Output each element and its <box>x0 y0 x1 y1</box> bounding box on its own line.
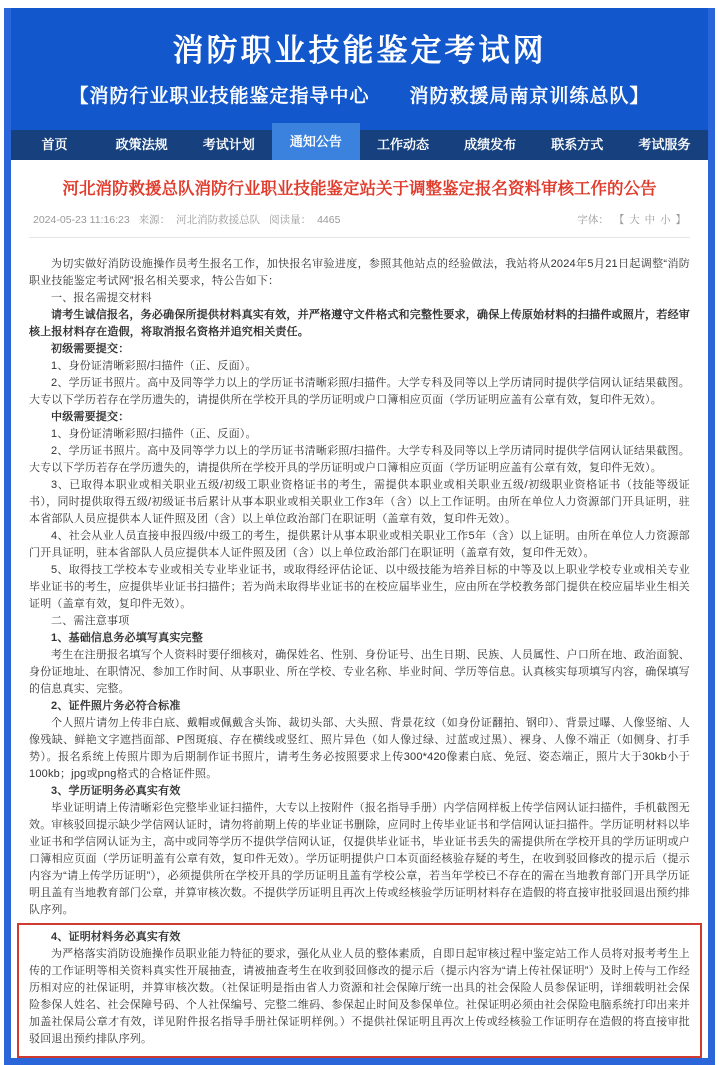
paragraph: 4、社会从业人员直接申报四级/中级工的考生，提供累计从事本职业或相关职业工作5年（含）以上证明。由所在单位人力资源部门开具证明，驻本省部队人员应提供本人证件照及团（含）以上单位政治部门在职证明（盖章有效，复印件无效）。 <box>29 530 690 559</box>
paragraph: 2、证件照片务必符合标准 <box>51 700 181 712</box>
article-title: 河北消防救援总队消防行业职业技能鉴定站关于调整鉴定报名资料审核工作的公告 <box>62 180 657 198</box>
article-meta-left <box>33 212 346 227</box>
paragraph: 1、身份证清晰彩照/扫描件（正、反面）。 <box>51 360 257 372</box>
highlighted-section-text: 为严格落实消防设施操作员职业能力特征的要求，强化从业人员的整体素质，自即日起审核过程中鉴定站工作人员将对报考考生上传的工作证明等相关资料真实性开展抽查，请被抽查考生在收到驳回修改的提示后（提示内容为“请上传社保证明”）及时上传与工作经历相对应的社保证明，并算审核次数。（社保证明是指由省人力资源和社会保障厅统一出具的社会保险人员参保证明，详细载明社会保险参保人姓名、社会保障号码、个人社保编号、完整二维码、参保起止时间及参保单位。社保证明必须由社会保险电脑系统打印出来并加盖社保局公章才有效，详见附件报名指导手册社保证明样例。）不提供社保证明且再次上传或经核验工作证明存在造假的将直接审批驳回退出预约排队序列。 <box>29 948 690 1045</box>
font-size-medium-button[interactable]: 中 <box>644 214 656 226</box>
publish-datetime: 2024-05-23 11:16:23 <box>33 214 130 226</box>
paragraph: 2、学历证书照片。高中及同等学力以上的学历证书清晰彩照/扫描件。大学专科及同等以上学历请同时提供学信网认证结果截图。大专以下学历若存在学历遗失的，请提供所在学校开具的学历证明或户口簿相应页面（学历证明应盖有公章有效，复印件无效）。 <box>29 377 690 406</box>
source-label: 来源： <box>138 214 171 226</box>
font-size-selector <box>575 212 686 227</box>
nav-tab[interactable]: 考试计划 <box>202 137 255 152</box>
nav-tab[interactable]: 通知公告 <box>272 123 359 160</box>
site-title: 消防职业技能鉴定考试网 <box>172 33 547 68</box>
views-label: 阅读量： <box>269 214 312 226</box>
article-body <box>29 256 690 1058</box>
nav-tab[interactable]: 成绩发布 <box>464 137 517 152</box>
paragraph: 毕业证明请上传清晰彩色完整毕业证扫描件，大专以上按附件（报名指导手册）内学信网样板上传学信网认证扫描件，手机截图无效。审核驳回提示缺少学信网认证时，请勿将前期上传的毕业证书删除，应同时上传毕业证书和学信网认证扫描件。学历证明材料以毕业证书和学信网认证为主，高中或同等学历不提供学信网认证，仅提供毕业证书，毕业证书丢失的需提供所在学校开具的学历证明或户口簿相应页面（学历证明盖有公章有效，复印件无效）。学历证明提供户口本页面经核验存疑的考生，在收到驳回修改的提示后（提示内容为“请上传学历证明”），必须提供所在学校开具的学历证明且盖有学校公章，若当年学校已不存在的需在当地教育部门开具学历证明且盖有当地教育部门公章，并算审核次数。不提供学历证明且再次上传或经核验学历证明材料存在造假的将直接审批驳回退出预约排队序列。 <box>29 802 690 916</box>
paragraph: 1、身份证清晰彩照/扫描件（正、反面）。 <box>51 428 257 440</box>
paragraph: 1、基础信息务必填写真实完整 <box>51 632 203 644</box>
font-size-label: 字体： <box>577 214 609 226</box>
article-meta <box>29 212 690 238</box>
paragraph: 3、学历证明务必真实有效 <box>51 785 181 797</box>
paragraph: 二、需注意事项 <box>51 615 130 627</box>
paragraph: 个人照片请勿上传非白底、戴帽或佩戴含头饰、裁切头部、大头照、背景花纹（如身份证翻拍、钢印）、背景过曝、人像竖缩、人像残缺、鲜艳文字遮挡面部、P图斑痕、存在横线或竖红、照片异色（如人像过绿、过蓝或过黑）、裸身、人像不端正（如侧身、打手势）。报名系统上传照片即为后期制作证书照片，请考生务必按照要求上传300*420像素白底、免冠、姿态端正，照片大于30kb小于100kb；jpg或png格式的合格证件照。 <box>29 717 690 780</box>
highlighted-section-heading: 4、证明材料务必真实有效 <box>51 931 181 943</box>
article-content <box>11 160 708 1058</box>
paragraph: 考生在注册报名填写个人资料时要仔细核对，确保姓名、性别、身份证号、出生日期、民族、人员属性、户口所在地、政治面貌、身份证地址、在职情况、参加工作时间、从事职业、所在学校、专业名称、毕业时间、学历等信息。认真核实每项填写内容，确保填写的信息真实、完整。 <box>29 649 690 695</box>
paragraph: 2、学历证书照片。高中及同等学力以上的学历证书清晰彩照/扫描件。大学专科及同等以上学历请同时提供学信网认证结果截图。大专以下学历若存在学历遗失的，请提供所在学校开具的学历证明或户口簿相应页面（学历证明应盖有公章有效，复印件无效）。 <box>29 445 690 474</box>
paragraph: 5、取得技工学校本专业或相关专业毕业证书，或取得经评估论证、以中级技能为培养目标的中等及以上职业学校专业或相关专业毕业证书的考生，应提供毕业证书扫描件；若为尚未取得毕业证书的在校应届毕业生，应由所在学校教务部门提供在校应届毕业生相关证明（盖章有效，复印件无效）。 <box>29 564 690 610</box>
site-subtitle: 【消防行业职业技能鉴定指导中心 消防救援局南京训练总队】 <box>69 86 650 107</box>
site-header <box>11 8 708 130</box>
views-value: 4465 <box>317 214 341 226</box>
font-size-small-button[interactable]: 小 <box>660 214 671 226</box>
paragraph-list <box>29 256 690 919</box>
font-bracket-open: 【 <box>613 214 625 226</box>
paragraph: 3、已取得本职业或相关职业五级/初级工职业资格证书的考生，需提供本职业或相关职业五级/初级职业资格证书（技能等级证书），同时提供取得五级/初级证书后累计从事本职业或相关职业工作3年（含）以上工作证明。由所在单位人力资源部门开具证明，驻本省部队人员应提供本人证件照及团（含）以上单位政治部门在职证明（盖章有效，复印件无效）。 <box>29 479 690 525</box>
paragraph: 中级需要提交： <box>51 411 130 423</box>
font-bracket-close: 】 <box>675 214 686 226</box>
paragraph: 请考生诚信报名，务必确保所提供材料真实有效，并严格遵守文件格式和完整性要求，确保上传原始材料的扫描件或照片，若经审核上报材料存在造假，将取消报名资格并追究相关责任。 <box>29 309 690 338</box>
nav-tab[interactable]: 联系方式 <box>551 137 604 152</box>
nav-tab[interactable]: 考试服务 <box>638 137 691 152</box>
source-value: 河北消防救援总队 <box>176 214 261 226</box>
paragraph: 一、报名需提交材料 <box>51 292 152 304</box>
highlighted-section <box>17 923 702 1058</box>
paragraph: 为切实做好消防设施操作员考生报名工作，加快报名审验进度，参照其他站点的经验做法，我站将从2024年5月21日起调整“消防职业技能鉴定考试网”报名相关要求，特公告如下： <box>29 258 690 287</box>
paragraph: 初级需要提交： <box>51 343 130 355</box>
nav-tab[interactable]: 首页 <box>41 137 68 152</box>
nav-tab[interactable]: 政策法规 <box>115 137 168 152</box>
font-size-large-button[interactable]: 大 <box>629 214 640 226</box>
page-container <box>4 8 715 1065</box>
main-navigation <box>11 130 708 160</box>
nav-tab[interactable]: 工作动态 <box>377 137 430 152</box>
